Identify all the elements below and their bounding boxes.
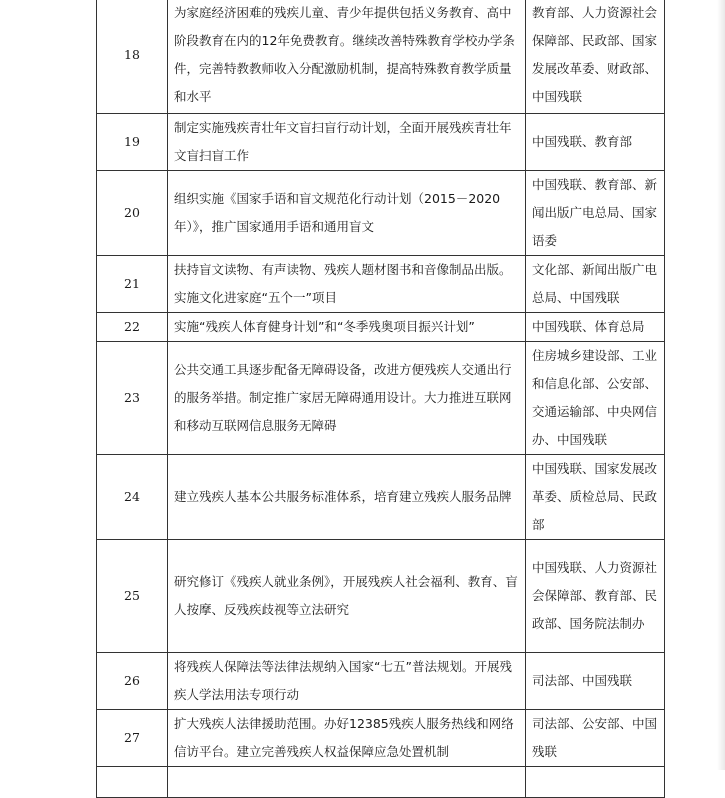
row-number: 19 bbox=[97, 114, 168, 171]
responsible-departments: 住房城乡建设部、工业和信息化部、公安部、交通运输部、中央网信办、中国残联 bbox=[526, 342, 665, 455]
table-row bbox=[97, 653, 665, 710]
row-number: 22 bbox=[97, 313, 168, 342]
table-row bbox=[97, 710, 665, 767]
responsible-departments: 司法部、中国残联 bbox=[526, 653, 665, 710]
table-row bbox=[97, 114, 665, 171]
table-row bbox=[97, 540, 665, 653]
row-number: 27 bbox=[97, 710, 168, 767]
responsible-departments: 教育部、人力资源社会保障部、民政部、国家发展改革委、财政部、中国残联 bbox=[526, 0, 665, 114]
task-description: 为家庭经济困难的残疾儿童、青少年提供包括义务教育、高中阶段教育在内的12年免费教育。继续改善特殊教育学校办学条件，完善特教教师收入分配激励机制，提高特殊教育教学质量和水平 bbox=[168, 0, 526, 114]
row-number: 23 bbox=[97, 342, 168, 455]
table-row bbox=[97, 455, 665, 540]
task-description: 建立残疾人基本公共服务标准体系，培育建立残疾人服务品牌 bbox=[168, 455, 526, 540]
row-number: 18 bbox=[97, 0, 168, 114]
task-description: 实施“残疾人体育健身计划”和“冬季残奥项目振兴计划” bbox=[168, 313, 526, 342]
row-number: 25 bbox=[97, 540, 168, 653]
row-number: 26 bbox=[97, 653, 168, 710]
table-row bbox=[97, 171, 665, 256]
responsible-departments: 文化部、新闻出版广电总局、中国残联 bbox=[526, 256, 665, 313]
responsible-departments: 中国残联、国家发展改革委、质检总局、民政部 bbox=[526, 455, 665, 540]
table-row bbox=[97, 0, 665, 114]
table-row bbox=[97, 313, 665, 342]
task-description: 制定实施残疾青壮年文盲扫盲行动计划，全面开展残疾青壮年文盲扫盲工作 bbox=[168, 114, 526, 171]
task-description: 扶持盲文读物、有声读物、残疾人题材图书和音像制品出版。实施文化进家庭“五个一”项目 bbox=[168, 256, 526, 313]
policy-task-table bbox=[96, 0, 665, 798]
row-number: 20 bbox=[97, 171, 168, 256]
row-number: 21 bbox=[97, 256, 168, 313]
responsible-departments: 中国残联、教育部、新闻出版广电总局、国家语委 bbox=[526, 171, 665, 256]
table-row bbox=[97, 342, 665, 455]
responsible-departments: 中国残联、体育总局 bbox=[526, 313, 665, 342]
task-description: 研究修订《残疾人就业条例》，开展残疾人社会福利、教育、盲人按摩、反残疾歧视等立法研究 bbox=[168, 540, 526, 653]
responsible-departments-empty bbox=[526, 767, 665, 798]
table-row-partial bbox=[97, 767, 665, 798]
task-description: 公共交通工具逐步配备无障碍设备，改进方便残疾人交通出行的服务举措。制定推广家居无障碍通用设计。大力推进互联网和移动互联网信息服务无障碍 bbox=[168, 342, 526, 455]
task-description-empty bbox=[168, 767, 526, 798]
responsible-departments: 中国残联、教育部 bbox=[526, 114, 665, 171]
row-number: 24 bbox=[97, 455, 168, 540]
task-description: 组织实施《国家手语和盲文规范化行动计划（2015－2020年）》，推广国家通用手语和通用盲文 bbox=[168, 171, 526, 256]
page-edge-shadow bbox=[717, 0, 725, 770]
row-number-empty bbox=[97, 767, 168, 798]
task-description: 将残疾人保障法等法律法规纳入国家“七五”普法规划。开展残疾人学法用法专项行动 bbox=[168, 653, 526, 710]
responsible-departments: 司法部、公安部、中国残联 bbox=[526, 710, 665, 767]
table-row bbox=[97, 256, 665, 313]
task-description: 扩大残疾人法律援助范围。办好12385残疾人服务热线和网络信访平台。建立完善残疾人权益保障应急处置机制 bbox=[168, 710, 526, 767]
responsible-departments: 中国残联、人力资源社会保障部、教育部、民政部、国务院法制办 bbox=[526, 540, 665, 653]
